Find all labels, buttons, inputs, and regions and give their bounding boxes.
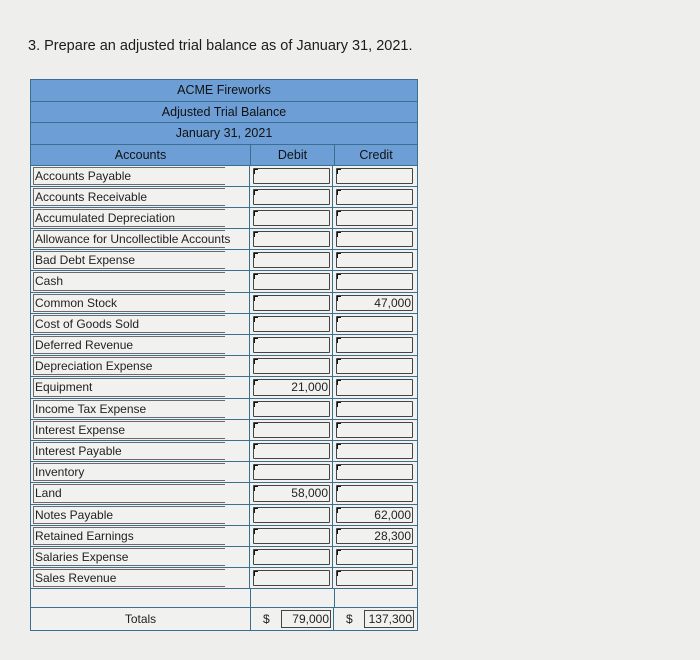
- debit-input[interactable]: [250, 229, 333, 249]
- account-name: Interest Expense: [35, 422, 126, 437]
- debit-input[interactable]: [250, 483, 333, 503]
- debit-input[interactable]: [250, 314, 333, 334]
- account-select[interactable]: [31, 505, 250, 525]
- credit-input[interactable]: [333, 271, 415, 291]
- credit-input[interactable]: [333, 187, 415, 207]
- debit-input[interactable]: [250, 335, 333, 355]
- account-select[interactable]: [31, 568, 250, 588]
- account-select[interactable]: [31, 250, 250, 270]
- company-name: ACME Fireworks: [31, 79, 417, 102]
- table-row: [31, 547, 417, 568]
- debit-input[interactable]: [250, 166, 333, 186]
- account-name: Depreciation Expense: [35, 359, 153, 374]
- account-name: Deferred Revenue: [35, 338, 134, 352]
- account-select[interactable]: [31, 356, 250, 376]
- debit-input[interactable]: [250, 187, 333, 207]
- statement-title: Adjusted Trial Balance: [31, 102, 417, 124]
- account-select[interactable]: [31, 335, 250, 355]
- debit-input[interactable]: [250, 377, 333, 397]
- table-row: [31, 166, 417, 187]
- debit-column-header: Debit: [251, 145, 335, 165]
- account-select[interactable]: [31, 229, 250, 249]
- account-name: Salaries Expense: [35, 549, 129, 564]
- table-row: [31, 399, 417, 420]
- account-select[interactable]: [31, 208, 250, 228]
- credit-input[interactable]: [333, 250, 415, 270]
- account-select[interactable]: [31, 526, 250, 546]
- credit-input[interactable]: [333, 568, 415, 588]
- total-debit-cell[interactable]: [251, 608, 334, 630]
- account-select[interactable]: [31, 271, 250, 291]
- table-row: [31, 526, 417, 547]
- statement-date: January 31, 2021: [31, 123, 417, 145]
- table-row: [31, 208, 417, 229]
- credit-input[interactable]: [333, 314, 415, 334]
- debit-input[interactable]: [250, 462, 333, 482]
- account-name: Allowance for Uncollectible Accounts: [35, 232, 231, 247]
- debit-input[interactable]: [250, 568, 333, 588]
- account-name: Accounts Payable: [35, 168, 132, 183]
- accounts-column-header: Accounts: [31, 145, 251, 165]
- credit-input[interactable]: [333, 356, 415, 376]
- account-select[interactable]: [31, 187, 250, 207]
- debit-input[interactable]: [250, 420, 333, 440]
- table-row: [31, 229, 417, 250]
- account-select[interactable]: [31, 293, 250, 313]
- table-row: [31, 335, 417, 356]
- total-credit-value: 137,300: [368, 612, 412, 627]
- account-name: Accounts Receivable: [35, 189, 148, 204]
- debit-input[interactable]: [250, 356, 333, 376]
- credit-input[interactable]: [333, 229, 415, 249]
- account-name: Land: [35, 486, 62, 501]
- credit-input[interactable]: [333, 547, 415, 567]
- table-row: [31, 420, 417, 441]
- account-name: Bad Debt Expense: [35, 253, 136, 268]
- credit-input[interactable]: [333, 335, 415, 355]
- total-credit-cell[interactable]: [334, 608, 416, 630]
- debit-input[interactable]: [250, 271, 333, 291]
- account-name: Cash: [35, 274, 64, 289]
- debit-value: 58,000: [291, 486, 328, 501]
- account-name: Cost of Goods Sold: [35, 316, 140, 331]
- debit-input[interactable]: [250, 293, 333, 313]
- total-debit-value: 79,000: [292, 612, 329, 627]
- table-row: [31, 483, 417, 504]
- account-select[interactable]: [31, 420, 250, 440]
- table-row: [31, 356, 417, 377]
- credit-value: 28,300: [374, 528, 411, 543]
- account-name: Income Tax Expense: [35, 401, 147, 416]
- account-select[interactable]: [31, 377, 250, 397]
- totals-label: Totals: [31, 608, 251, 630]
- debit-input[interactable]: [250, 505, 333, 525]
- account-name: Sales Revenue: [35, 571, 117, 586]
- account-select[interactable]: [31, 462, 250, 482]
- table-row: [31, 505, 417, 526]
- account-name: Notes Payable: [35, 507, 114, 522]
- table-row: [31, 250, 417, 271]
- credit-input[interactable]: [333, 208, 415, 228]
- table-row: [31, 271, 417, 292]
- credit-input[interactable]: [333, 377, 415, 397]
- account-name: Accumulated Depreciation: [35, 210, 176, 225]
- account-name: Inventory: [35, 465, 85, 480]
- table-row: [31, 293, 417, 314]
- question-text: 3. Prepare an adjusted trial balance as of January 31, 2021.: [28, 38, 413, 54]
- table-row: [31, 314, 417, 335]
- debit-input[interactable]: [250, 208, 333, 228]
- table-row: [31, 568, 417, 589]
- blank-row: [31, 589, 417, 608]
- credit-input[interactable]: [333, 526, 415, 546]
- account-name: Equipment: [35, 380, 93, 395]
- credit-input[interactable]: [333, 505, 415, 525]
- debit-value: 21,000: [291, 380, 328, 395]
- account-select[interactable]: [31, 483, 250, 503]
- account-name: Common Stock: [35, 295, 118, 310]
- credit-input[interactable]: [333, 483, 415, 503]
- account-select[interactable]: [31, 314, 250, 334]
- credit-input[interactable]: [333, 441, 415, 461]
- account-select[interactable]: [31, 441, 250, 461]
- account-select[interactable]: [31, 547, 250, 567]
- credit-input[interactable]: [333, 420, 415, 440]
- debit-input[interactable]: [250, 547, 333, 567]
- table-row: [31, 441, 417, 462]
- credit-input[interactable]: [333, 399, 415, 419]
- trial-balance-table: [30, 79, 418, 631]
- total-credit-currency: $: [346, 612, 353, 627]
- table-row: [31, 187, 417, 208]
- debit-input[interactable]: [250, 526, 333, 546]
- credit-value: 62,000: [374, 507, 411, 522]
- debit-input[interactable]: [250, 250, 333, 270]
- credit-value: 47,000: [374, 295, 411, 310]
- credit-input[interactable]: [333, 293, 415, 313]
- total-debit-currency: $: [263, 612, 270, 627]
- account-name: Interest Payable: [35, 443, 122, 458]
- account-select[interactable]: [31, 399, 250, 419]
- credit-input[interactable]: [333, 462, 415, 482]
- credit-column-header: Credit: [359, 147, 393, 162]
- table-row: [31, 377, 417, 398]
- table-row: [31, 462, 417, 483]
- totals-row: [31, 608, 417, 631]
- account-select[interactable]: [31, 166, 250, 186]
- debit-input[interactable]: [250, 441, 333, 461]
- account-name: Retained Earnings: [35, 528, 134, 543]
- column-header-row: [31, 145, 417, 166]
- debit-input[interactable]: [250, 399, 333, 419]
- credit-input[interactable]: [333, 166, 415, 186]
